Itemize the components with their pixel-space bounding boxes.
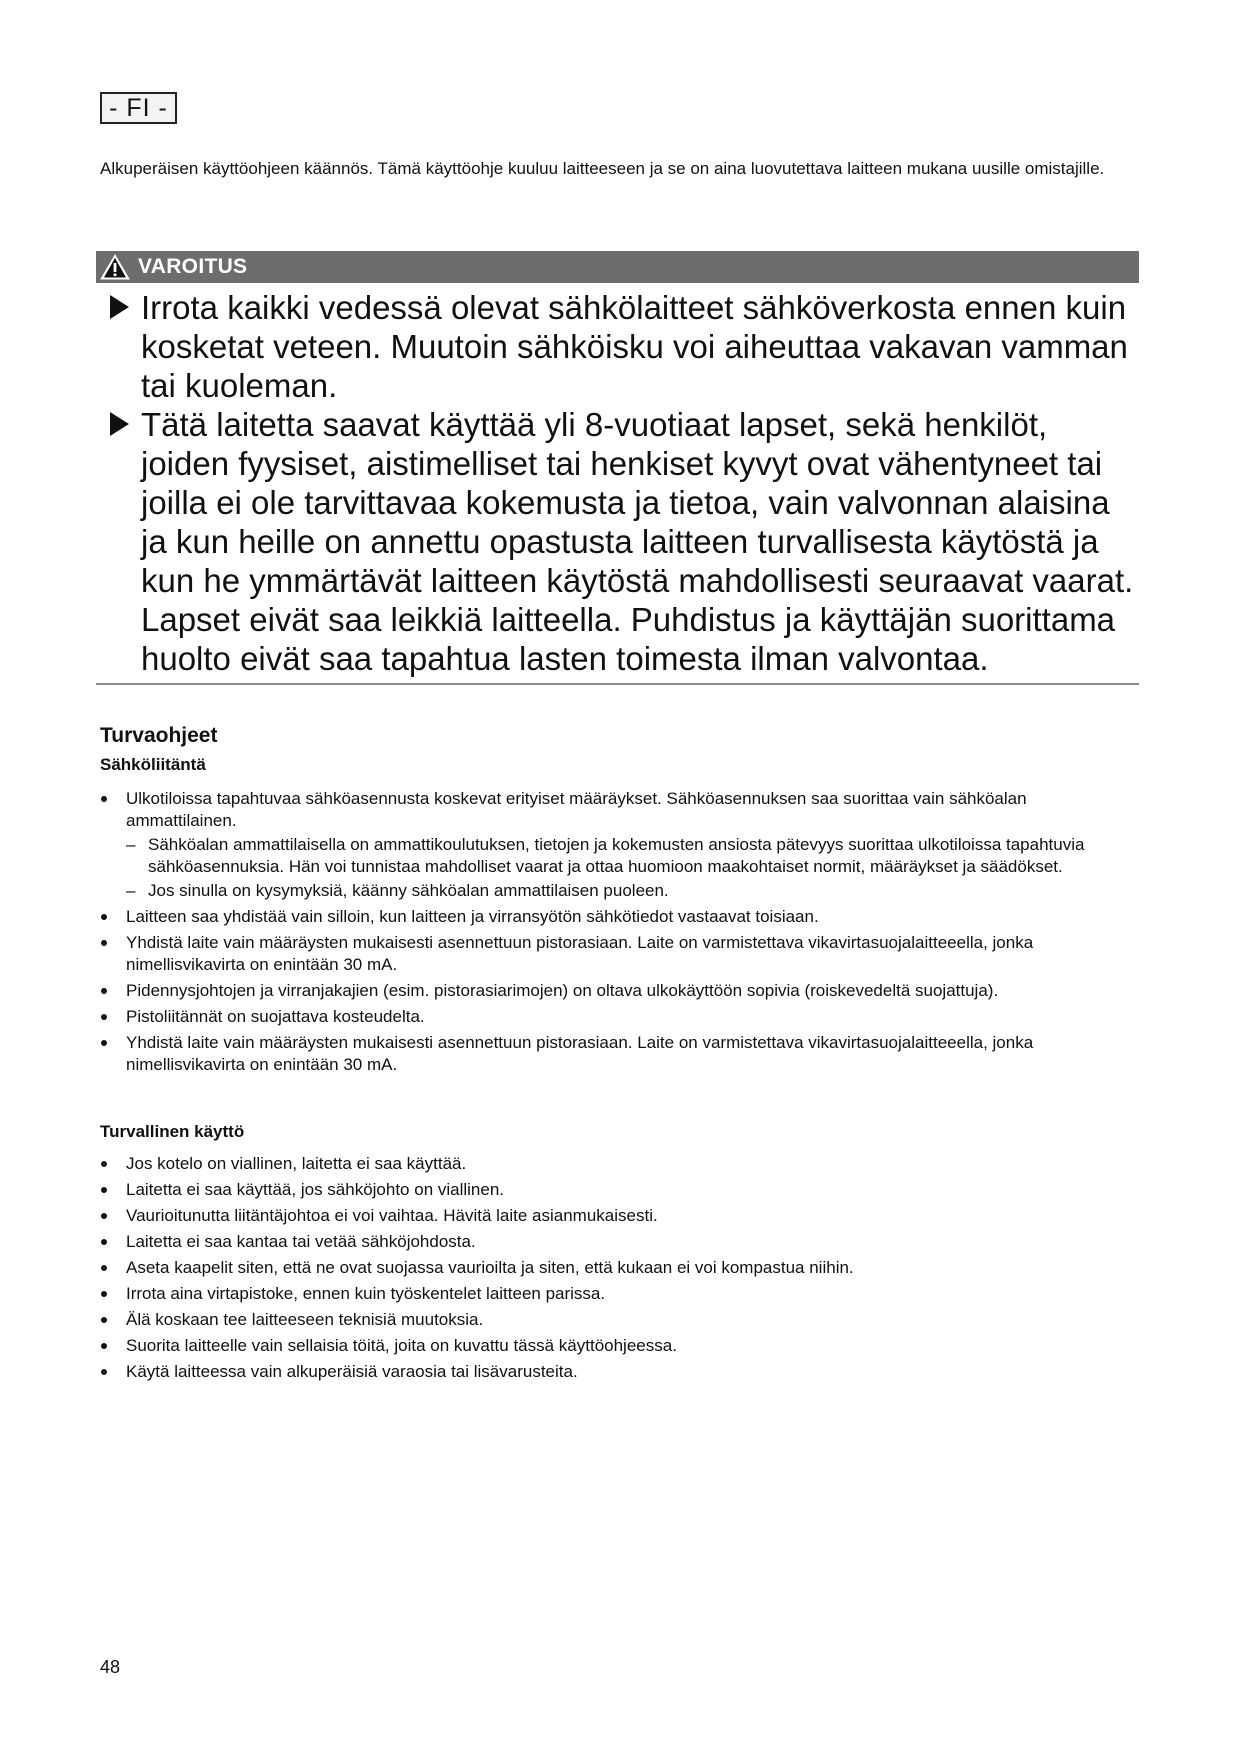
sub-item-text: Jos sinulla on kysymyksiä, käänny sähköalan ammattilaisen puoleen. xyxy=(148,881,669,900)
warning-item xyxy=(96,405,1139,678)
electrical-list xyxy=(100,788,1140,1080)
list-item-text: Laitteen saa yhdistää vain silloin, kun laitteen ja virransyötön sähkötiedot vastaavat toisiaan. xyxy=(126,907,819,926)
sub-list-item xyxy=(126,880,1140,902)
bullet-icon xyxy=(101,1317,107,1323)
list-item xyxy=(100,980,1140,1002)
list-item-text: Laitetta ei saa kantaa tai vetää sähköjohdosta. xyxy=(126,1232,476,1251)
sub-item-text: Sähköalan ammattilaisella on ammattikoulutuksen, tietojen ja kokemusten ansiosta pätevyys suorittaa ulkotiloissa tapahtuvia sähköasennuksia. Hän voi tunnistaa mahdolliset vaarat ja ottaa huomioon maakohtaiset normit, määräykset ja säädökset. xyxy=(148,835,1085,876)
subheading-electrical: Sähköliitäntä xyxy=(100,755,206,774)
warning-item-text: Irrota kaikki vedessä olevat sähkölaitteet sähköverkosta ennen kuin kosketat veteen. Muutoin sähköisku voi aiheuttaa vakavan vamman tai kuoleman. xyxy=(141,289,1128,404)
list-item xyxy=(100,1006,1140,1028)
bullet-icon xyxy=(101,796,107,802)
intro-text: Alkuperäisen käyttöohjeen käännös. Tämä käyttöohje kuuluu laitteeseen ja se on aina luovutettava laitteen mukana uusille omistajille. xyxy=(100,159,1105,178)
safe-use-list xyxy=(100,1153,1140,1387)
bullet-icon xyxy=(101,1239,107,1245)
list-item-text: Ulkotiloissa tapahtuvaa sähköasennusta koskevat erityiset määräykset. Sähköasennuksen saa suorittaa vain sähköalan ammattilainen. xyxy=(126,789,1027,830)
list-item-text: Pidennysjohtojen ja virranjakajien (esim. pistorasiarimojen) on oltava ulkokäyttöön sopivia (roiskevedeltä suojattuja). xyxy=(126,981,999,1000)
list-item xyxy=(100,932,1140,976)
list-item xyxy=(100,1361,1140,1383)
bullet-icon xyxy=(101,1369,107,1375)
warning-title: VAROITUS xyxy=(138,255,248,278)
bullet-icon xyxy=(101,1291,107,1297)
bullet-icon xyxy=(101,1343,107,1349)
bullet-icon xyxy=(101,1213,107,1219)
section-heading-safety: Turvaohjeet xyxy=(100,724,218,747)
list-item-text: Suorita laitteelle vain sellaisia töitä, joita on kuvattu tässä käyttöohjeessa. xyxy=(126,1336,677,1355)
list-item-text: Laitetta ei saa käyttää, jos sähköjohto on viallinen. xyxy=(126,1180,505,1199)
list-item xyxy=(100,1257,1140,1279)
list-item-text: Käytä laitteessa vain alkuperäisiä varaosia tai lisävarusteita. xyxy=(126,1362,578,1381)
list-item xyxy=(100,1179,1140,1201)
warning-header xyxy=(96,251,1139,283)
list-item-text: Älä koskaan tee laitteeseen teknisiä muutoksia. xyxy=(126,1310,484,1329)
list-item xyxy=(100,788,1140,902)
dash-icon: – xyxy=(126,881,136,900)
warning-divider xyxy=(96,683,1139,685)
sub-list xyxy=(126,834,1140,902)
list-item xyxy=(100,906,1140,928)
arrow-right-icon xyxy=(110,295,129,319)
bullet-icon xyxy=(101,914,107,920)
warning-list xyxy=(96,288,1139,678)
list-item-text: Aseta kaapelit siten, että ne ovat suojassa vaurioilta ja siten, että kukaan ei voi kompastua niihin. xyxy=(126,1258,854,1277)
arrow-right-icon xyxy=(110,412,129,436)
page-number: 48 xyxy=(100,1657,121,1677)
list-item xyxy=(100,1283,1140,1305)
list-item xyxy=(100,1309,1140,1331)
list-item xyxy=(100,1335,1140,1357)
bullet-icon xyxy=(101,940,107,946)
bullet-icon xyxy=(101,1161,107,1167)
bullet-icon xyxy=(101,988,107,994)
list-item-text: Jos kotelo on viallinen, laitetta ei saa käyttää. xyxy=(126,1154,467,1173)
sub-list-item xyxy=(126,834,1140,878)
warning-item xyxy=(96,288,1139,405)
list-item xyxy=(100,1032,1140,1076)
bullet-icon xyxy=(101,1014,107,1020)
list-item-text: Yhdistä laite vain määräysten mukaisesti asennettuun pistorasiaan. Laite on varmistettava vikavirtasuojalaitteeella, jonka nimellisvikavirta on enintään 30 mA. xyxy=(126,1033,1034,1074)
dash-icon: – xyxy=(126,835,136,854)
warning-triangle-icon xyxy=(100,254,130,280)
bullet-icon xyxy=(101,1040,107,1046)
list-item-text: Yhdistä laite vain määräysten mukaisesti asennettuun pistorasiaan. Laite on varmistettava vikavirtasuojalaitteeella, jonka nimellisvikavirta on enintään 30 mA. xyxy=(126,933,1034,974)
bullet-icon xyxy=(101,1187,107,1193)
list-item-text: Pistoliitännät on suojattava kosteudelta. xyxy=(126,1007,425,1026)
bullet-icon xyxy=(101,1265,107,1271)
list-item-text: Vaurioitunutta liitäntäjohtoa ei voi vaihtaa. Hävitä laite asianmukaisesti. xyxy=(126,1206,658,1225)
subheading-safe-use: Turvallinen käyttö xyxy=(100,1122,245,1141)
list-item xyxy=(100,1153,1140,1175)
language-tag: - FI - xyxy=(100,92,177,124)
list-item xyxy=(100,1231,1140,1253)
list-item xyxy=(100,1205,1140,1227)
warning-item-text: Tätä laitetta saavat käyttää yli 8-vuotiaat lapset, sekä henkilöt, joiden fyysiset, aistimelliset tai henkiset kyvyt ovat vähentyneet tai joilla ei ole tarvittavaa kokemusta ja tietoa, vain valvonnan alaisina ja kun heille on annettu opastusta laitteen turvallisesta käytöstä ja kun he ymmärtävät laitteen käytöstä mahdollisesti seuraavat vaarat. Lapset eivät saa leikkiä laitteella. Puhdistus ja käyttäjän suorittama huolto eivät saa tapahtua lasten toimesta ilman valvontaa. xyxy=(141,406,1134,677)
list-item-text: Irrota aina virtapistoke, ennen kuin työskentelet laitteen parissa. xyxy=(126,1284,606,1303)
